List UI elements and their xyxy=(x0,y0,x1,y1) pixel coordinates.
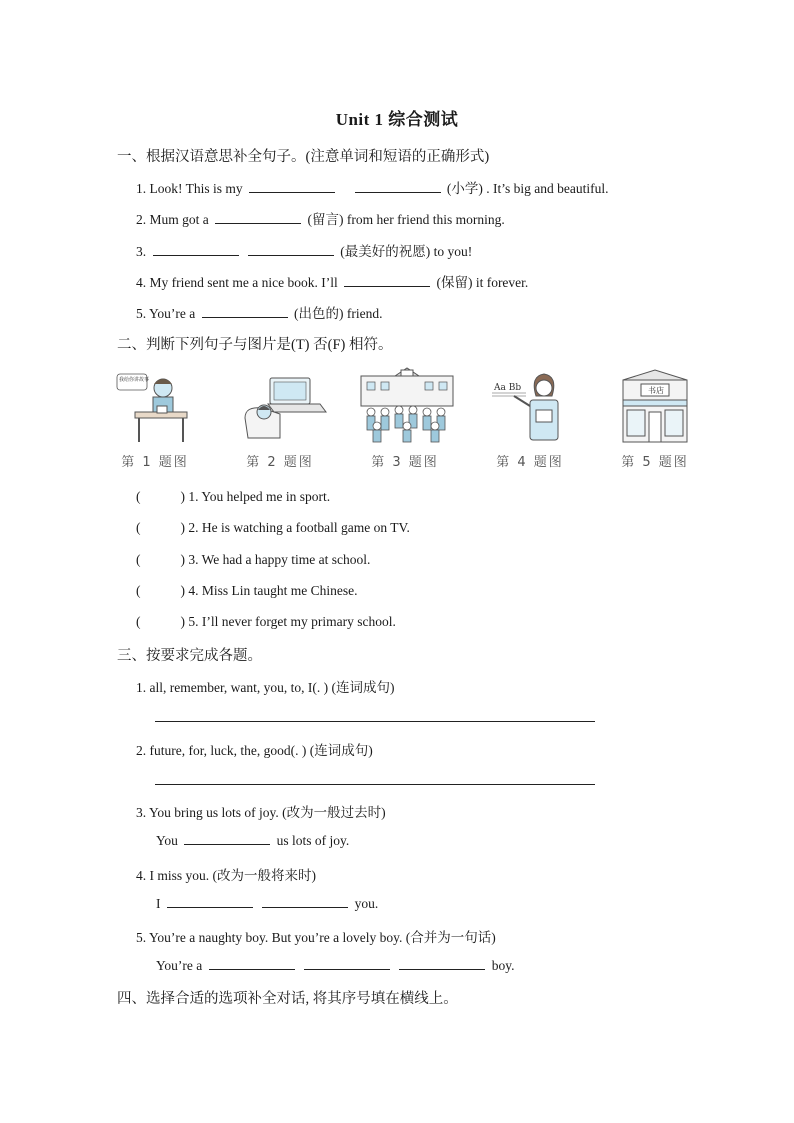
s1-item-5-text: 5. You’re a xyxy=(136,306,196,321)
answer-blank[interactable] xyxy=(248,243,334,256)
board-letters: Aa Bb xyxy=(494,383,522,393)
s2-item-5-text: 5. I’ll never forget my primary school. xyxy=(188,614,396,629)
boy-watching-tv-illustration xyxy=(240,366,330,446)
students-at-school-illustration xyxy=(357,366,457,446)
boy-at-desk-illustration xyxy=(115,366,195,446)
answer-blank[interactable] xyxy=(262,895,348,908)
s2-item-1-text: 1. You helped me in sport. xyxy=(188,489,331,504)
figure-3 xyxy=(357,366,437,476)
bookstore-illustration xyxy=(615,366,695,446)
figure-1 xyxy=(115,366,195,476)
s3-item-2: 2. future, for, luck, the, good(. ) (连词成句) xyxy=(136,743,373,758)
s3-item-5: 5. You’re a naughty boy. But you’re a lovely boy. (合并为一句话) xyxy=(136,930,496,945)
s1-item-5 xyxy=(136,302,382,322)
s1-item-1-text: 1. Look! This is my xyxy=(136,181,243,196)
s1-item-2-text: 2. Mum got a xyxy=(136,212,209,227)
answer-blank[interactable] xyxy=(184,832,270,845)
figure-3-caption: 第 3 题图 xyxy=(371,455,439,470)
section-4-heading: 四、选择合适的选项补全对话, 将其序号填在横线上。 xyxy=(117,991,458,1007)
answer-line[interactable] xyxy=(155,784,595,785)
answer-blank[interactable] xyxy=(153,243,239,256)
s1-item-2-hint: (留言) from her friend this morning. xyxy=(307,212,505,227)
section-2-heading: 二、判断下列句子与图片是(T) 否(F) 相符。 xyxy=(117,337,393,353)
s3-item-3: 3. You bring us lots of joy. (改为一般过去时) xyxy=(136,805,386,820)
s2-item-5: ( ) 5. I’ll never forget my primary school. xyxy=(136,614,396,629)
figure-2-caption: 第 2 题图 xyxy=(246,455,314,470)
s1-item-2 xyxy=(136,208,505,228)
s1-item-3-text: 3. xyxy=(136,244,147,259)
answer-blank[interactable] xyxy=(202,305,288,318)
s1-item-3 xyxy=(136,240,472,260)
s2-item-4: ( ) 4. Miss Lin taught me Chinese. xyxy=(136,583,358,598)
s1-item-1 xyxy=(136,177,608,197)
s2-item-4-text: 4. Miss Lin taught me Chinese. xyxy=(188,583,358,598)
figure-5 xyxy=(615,366,695,476)
s1-item-4 xyxy=(136,271,528,291)
answer-blank[interactable] xyxy=(215,211,301,224)
s3-item-3-answer: You us lots of joy. xyxy=(156,833,350,848)
s1-item-5-hint: (出色的) friend. xyxy=(294,306,383,321)
s1-item-4-hint: (保留) it forever. xyxy=(436,275,529,290)
figure-1-caption: 第 1 题图 xyxy=(121,455,189,470)
figure-2 xyxy=(240,366,320,476)
answer-blank[interactable] xyxy=(209,957,295,970)
s1-item-4-text: 4. My friend sent me a nice book. I’ll xyxy=(136,275,338,290)
s2-item-3: ( ) 3. We had a happy time at school. xyxy=(136,552,371,567)
picture-strip xyxy=(115,366,705,476)
page-title: Unit 1 综合测试 xyxy=(335,110,459,129)
section-1-heading: 一、根据汉语意思补全句子。(注意单词和短语的正确形式) xyxy=(117,149,490,165)
s1-item-3-hint: (最美好的祝愿) to you! xyxy=(340,244,473,259)
s2-item-3-text: 3. We had a happy time at school. xyxy=(188,552,371,567)
s1-item-1-hint: (小学) . It’s big and beautiful. xyxy=(446,181,609,196)
s3-item-5-answer: You’re a boy. xyxy=(156,958,515,973)
s3-item-1: 1. all, remember, want, you, to, I(. ) (连词成句) xyxy=(136,680,395,695)
answer-blank[interactable] xyxy=(249,180,335,193)
figure-4 xyxy=(490,366,570,476)
bookstore-sign: 书店 xyxy=(648,386,664,395)
s2-item-2-text: 2. He is watching a football game on TV. xyxy=(188,520,410,535)
answer-blank[interactable] xyxy=(167,895,253,908)
s2-item-1: ( ) 1. You helped me in sport. xyxy=(136,489,331,504)
answer-blank[interactable] xyxy=(344,274,430,287)
answer-line[interactable] xyxy=(155,721,595,722)
s2-item-2: ( ) 2. He is watching a football game on TV. xyxy=(136,520,410,535)
speech-bubble-text: 我给你讲故事 xyxy=(119,377,150,383)
answer-blank[interactable] xyxy=(355,180,441,193)
s3-item-4-answer: I you. xyxy=(156,896,379,911)
answer-blank[interactable] xyxy=(304,957,390,970)
section-3-heading: 三、按要求完成各题。 xyxy=(117,648,262,664)
answer-blank[interactable] xyxy=(399,957,485,970)
figure-4-caption: 第 4 题图 xyxy=(496,455,564,470)
figure-5-caption: 第 5 题图 xyxy=(621,455,689,470)
s3-item-4: 4. I miss you. (改为一般将来时) xyxy=(136,868,316,883)
teacher-illustration xyxy=(490,366,580,446)
